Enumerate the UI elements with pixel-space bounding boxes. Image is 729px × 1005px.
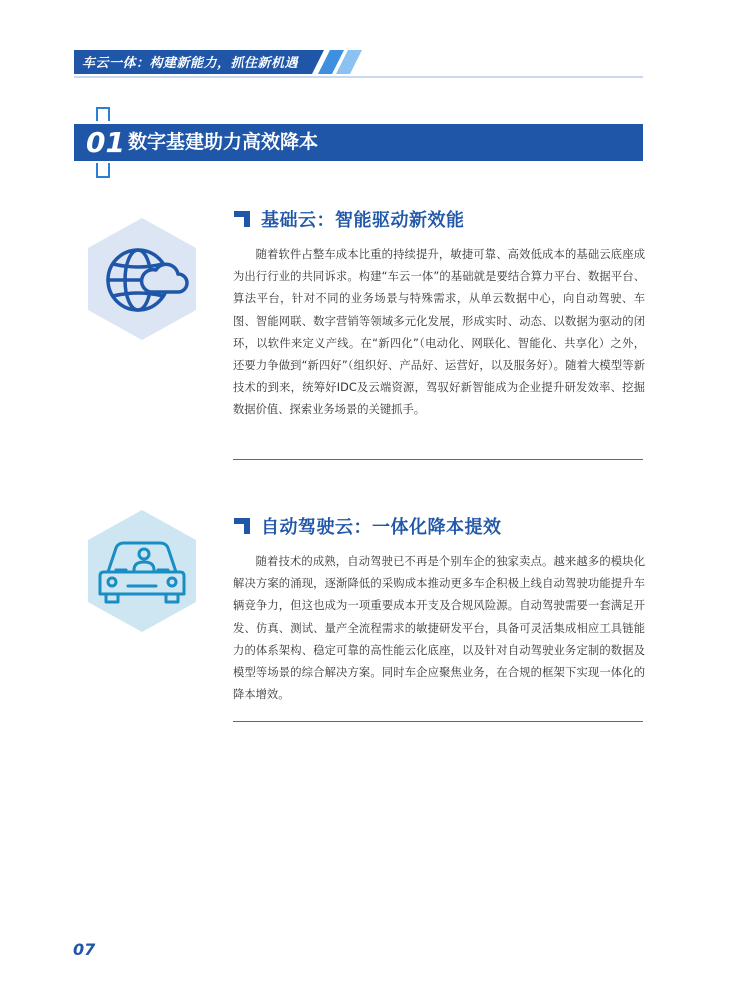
header-banner (74, 50, 364, 74)
subsection-title-2: 自动驾驶云：一体化降本提效 (261, 517, 502, 538)
car-driver-icon (88, 510, 196, 632)
section-title: 数字基建助力高效降本 (128, 131, 319, 153)
header-title: 车云一体：构建新能力，抓住新机遇 (82, 56, 299, 71)
subsection-marker-icon (234, 518, 250, 534)
page-number: 07 (73, 940, 96, 959)
section-number: 01 (86, 126, 125, 159)
bracket-decoration-bottom (96, 163, 110, 178)
subsection-body-2: 随着技术的成熟，自动驾驶已不再是个别车企的独家卖点。越来越多的模块化解决方案的涌现，逐渐降低的采购成本推动更多车企积极上线自动驾驶功能提升车辆竞争力，但这也成为一项重要成本开支及合规风险源。自动驾驶需要一套满足开发、仿真、测试、量产全流程需求的敏捷研发平台，具备可灵活集成相应工具链能力的体系架构、稳定可靠的高性能云化底座，以及针对自动驾驶业务定制的数据及模型等场景的综合解决方案。同时车企应聚焦业务，在合规的框架下实现一体化的降本增效。 (233, 555, 645, 702)
subsection-body-1: 随着软件占整车成本比重的持续提升，敏捷可靠、高效低成本的基础云底座成为出行行业的共同诉求。构建“车云一体”的基础就是要结合算力平台、数据平台、算法平台，针对不同的业务场景与特殊需求，从单云数据中心，向自动驾驶、车图、智能网联、数字营销等领域多元化发展，形成实时、动态、以数据为驱动的闭环，以软件来定义产线。在“新四化”（电动化、网联化、智能化、共享化）之外，还要力争做到“新四好”（组织好、产品好、运营好，以及服务好）。随着大模型等新技术的到来，统筹好IDC及云端资源，驾驭好新智能成为企业提升研发效率、挖掘数据价值、探索业务场景的关键抓手。 (233, 248, 645, 417)
subsection-divider-2 (233, 721, 643, 722)
subsection-divider-1 (233, 459, 643, 460)
subsection-marker-icon (234, 211, 250, 227)
header-divider (74, 76, 643, 78)
bracket-decoration-top (96, 107, 110, 121)
globe-cloud-icon (88, 218, 196, 340)
subsection-title-1: 基础云：智能驱动新效能 (261, 210, 465, 231)
